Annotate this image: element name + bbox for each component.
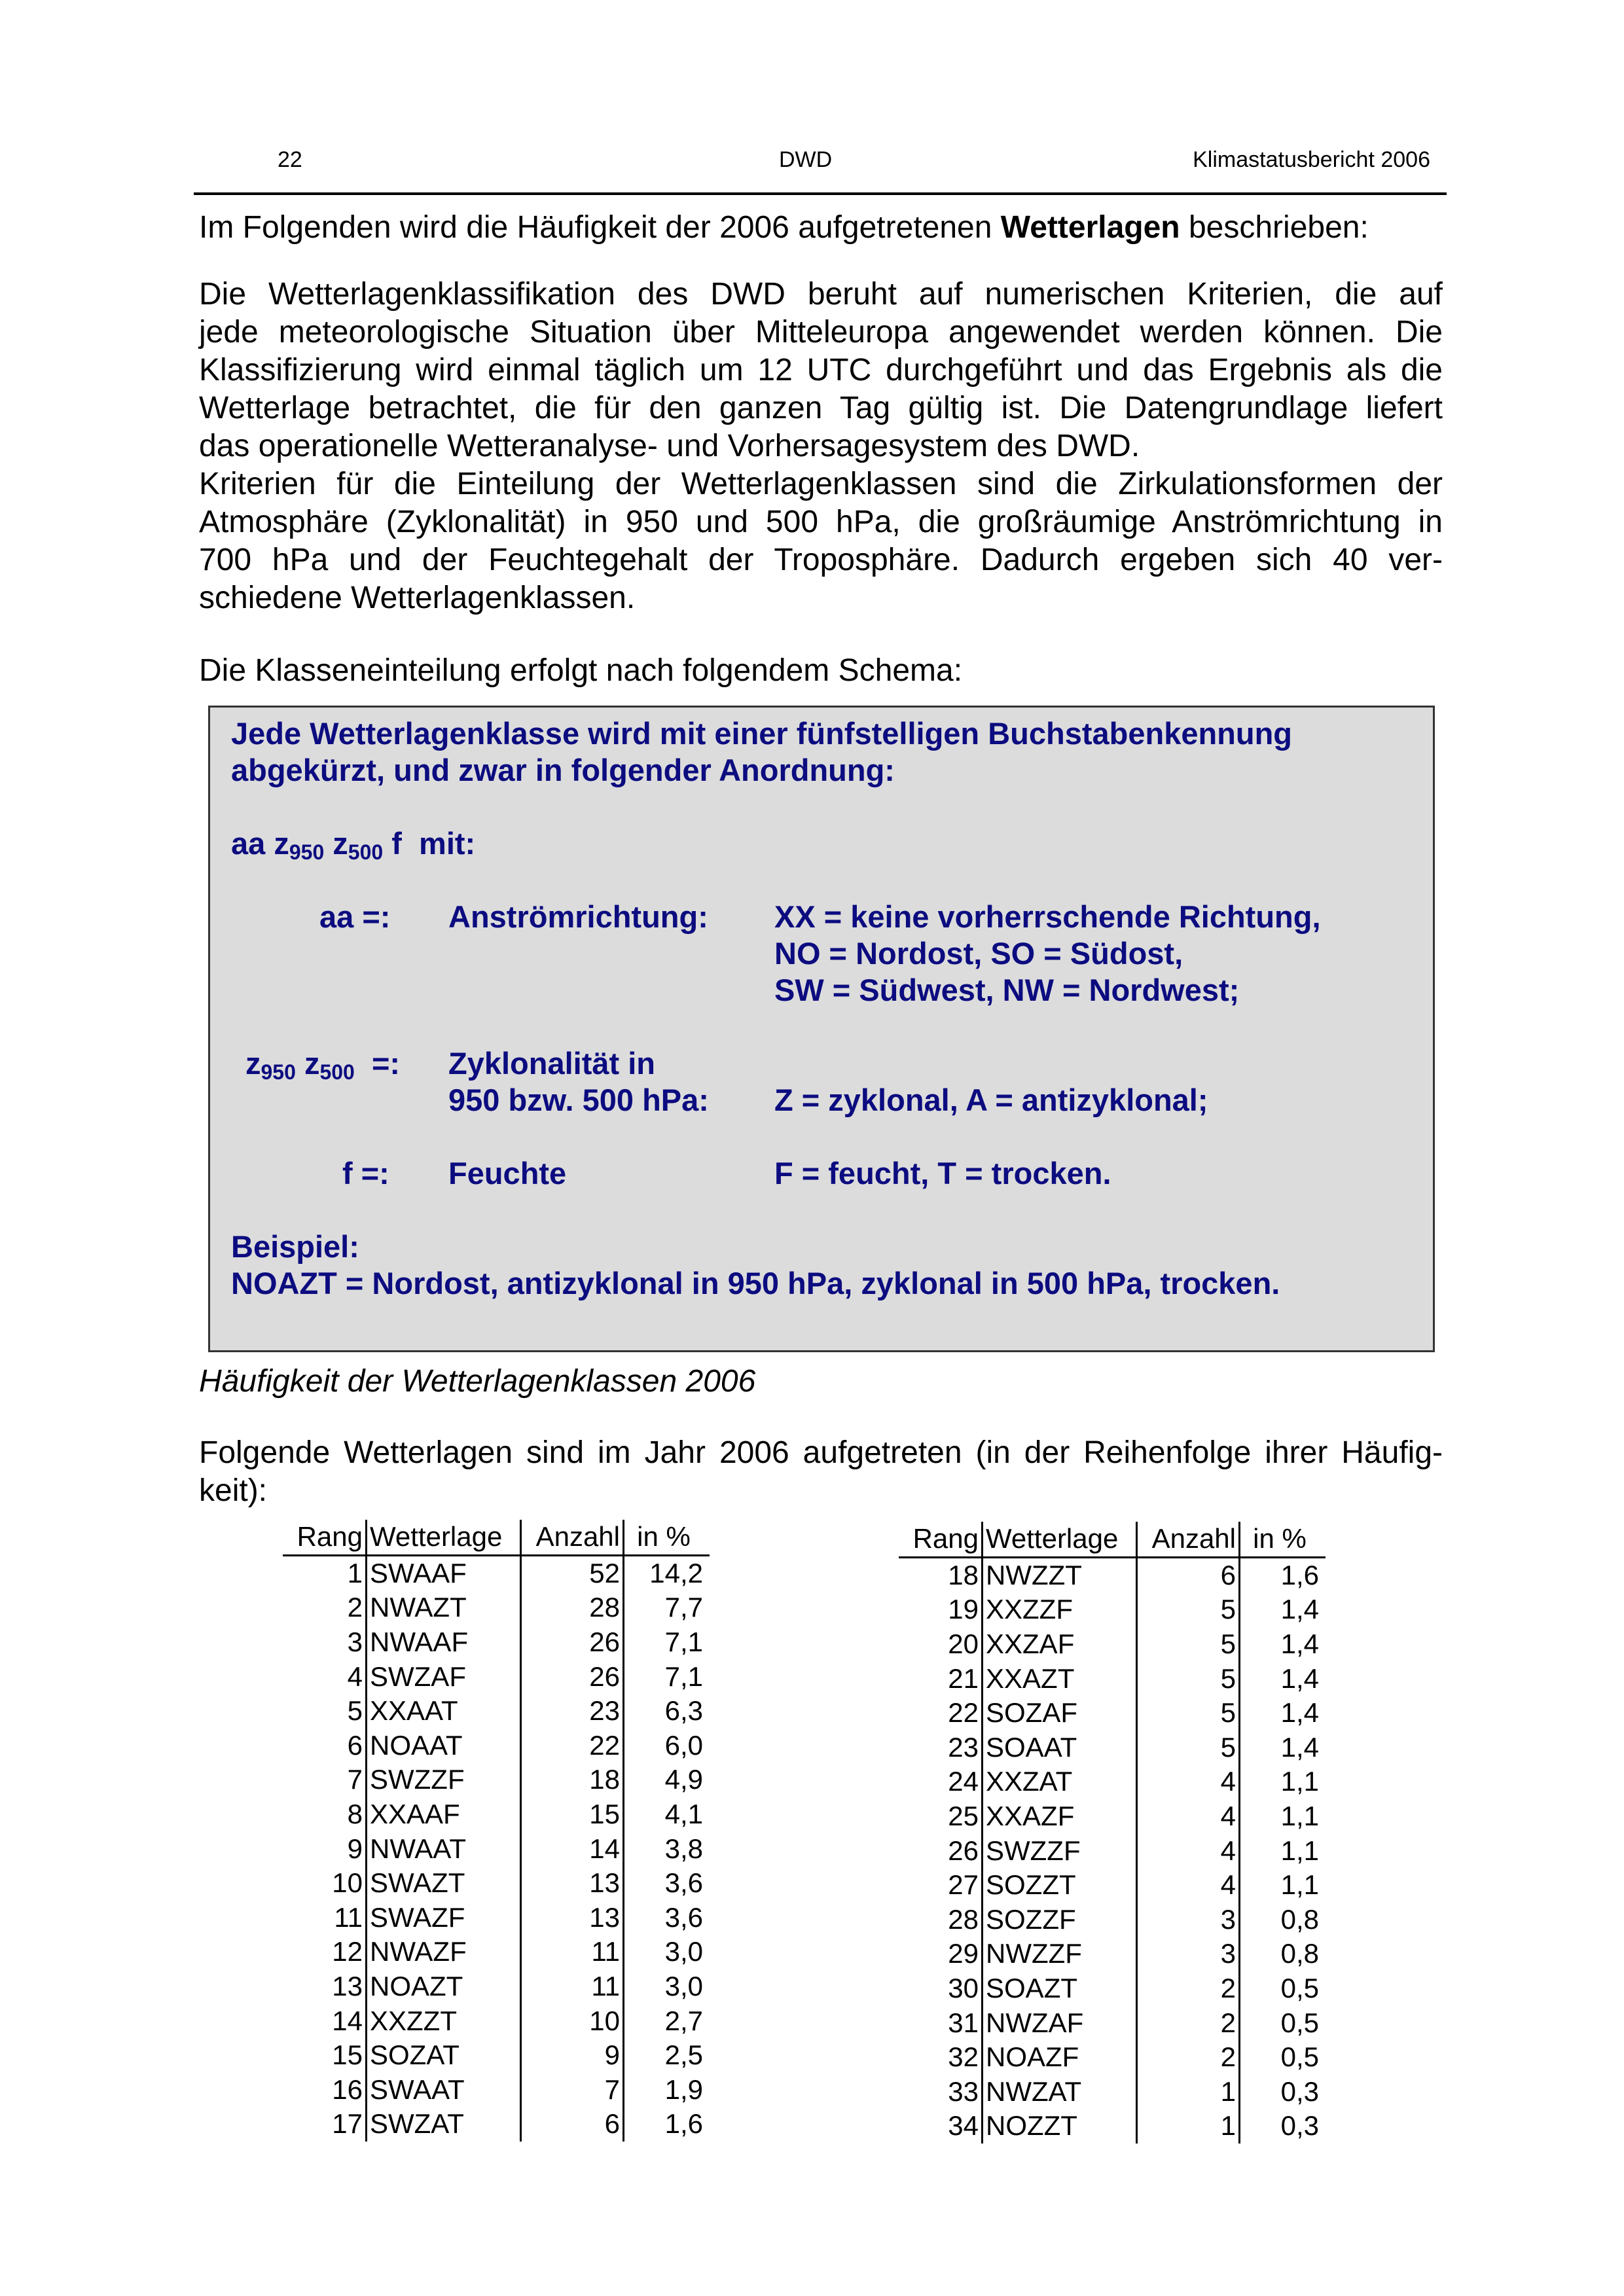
- cell-percent: 0,8: [1280, 1938, 1319, 1969]
- cell-anzahl: 10: [521, 2003, 624, 2038]
- cell-anzahl: 1: [1137, 2109, 1240, 2144]
- cell-percent: 0,3: [1280, 2075, 1319, 2107]
- table-row: [283, 1969, 710, 2004]
- table-row: [899, 2109, 1326, 2144]
- schema-aa-value: NO = Nordost, SO = Südost,: [774, 936, 1183, 971]
- cell-wetterlage: SOAAT: [983, 1731, 1137, 1765]
- cell-percent: 3,8: [664, 1833, 703, 1864]
- schema-example-text: NOAZT = Nordost, antizyklonal in 950 hPa, zyklonal in 500 hPa, trocken.: [231, 1266, 1280, 1300]
- cell-percent: 6,0: [664, 1729, 703, 1761]
- cell-wetterlage: NWZAT: [983, 2075, 1137, 2109]
- cell-percent: 1,4: [1280, 1594, 1319, 1625]
- table-row: [899, 1627, 1326, 1662]
- cell-anzahl: 18: [521, 1763, 624, 1797]
- cell-rang: 24: [899, 1765, 983, 1799]
- schema-formula: aa $z_{950}$ $z_{500}$ f mit:: [231, 826, 476, 864]
- cell-wetterlage: NWAZT: [367, 1590, 521, 1625]
- cell-wetterlage: SWAZF: [367, 1901, 521, 1935]
- cell-wetterlage: XXZZF: [983, 1592, 1137, 1627]
- cell-wetterlage: NOAZF: [983, 2040, 1137, 2075]
- cell-wetterlage: XXAZT: [983, 1661, 1137, 1696]
- cell-anzahl: 11: [521, 1969, 624, 2004]
- cell-wetterlage: NWZAF: [983, 2005, 1137, 2040]
- table-row: [899, 1765, 1326, 1799]
- cell-wetterlage: SWZAT: [367, 2107, 521, 2142]
- cell-anzahl: 5: [1137, 1661, 1240, 1696]
- cell-percent: 7,7: [664, 1592, 703, 1623]
- schema-z-value: Z = zyklonal, A = antizyklonal;: [774, 1083, 1208, 1117]
- cell-rang: 31: [899, 2005, 983, 2040]
- cell-wetterlage: XXAAT: [367, 1694, 521, 1729]
- cell-percent: 0,5: [1280, 1973, 1319, 2004]
- cell-anzahl: 15: [521, 1797, 624, 1832]
- cell-percent: 1,1: [1280, 1835, 1319, 1866]
- cell-anzahl: 5: [1137, 1592, 1240, 1627]
- schema-line-1: Jede Wetterlagenklasse wird mit einer fünfstelligen Buchstabenkennung: [231, 716, 1293, 751]
- cell-anzahl: 4: [1137, 1765, 1240, 1799]
- table-row: [283, 1659, 710, 1694]
- cell-wetterlage: NWAAF: [367, 1625, 521, 1660]
- table-row: [283, 1901, 710, 1935]
- cell-rang: 5: [283, 1694, 367, 1729]
- cell-wetterlage: SOAZT: [983, 1971, 1137, 2006]
- cell-wetterlage: SWAAT: [367, 2073, 521, 2108]
- cell-percent: 1,1: [1280, 1766, 1319, 1797]
- weather-types-table-right: [899, 1522, 1326, 2144]
- cell-percent: 1,6: [1280, 1559, 1319, 1590]
- cell-anzahl: 4: [1137, 1833, 1240, 1868]
- schema-z-label: Zyklonalität in: [448, 1046, 655, 1081]
- section-caption: Häufigkeit der Wetterlagenklassen 2006: [199, 1364, 756, 1399]
- cell-wetterlage: NOAAT: [367, 1729, 521, 1763]
- table-row: [283, 1797, 710, 1832]
- table-row: [283, 1590, 710, 1625]
- cell-rang: 17: [283, 2107, 367, 2142]
- table-row: [283, 1555, 710, 1590]
- cell-rang: 30: [899, 1971, 983, 2006]
- cell-percent: 0,5: [1280, 2007, 1319, 2038]
- schema-aa-label: Anströmrichtung:: [448, 899, 708, 934]
- cell-wetterlage: XXZAT: [983, 1765, 1137, 1799]
- cell-rang: 22: [899, 1696, 983, 1731]
- cell-rang: 32: [899, 2040, 983, 2075]
- cell-rang: 6: [283, 1729, 367, 1763]
- cell-rang: 9: [283, 1831, 367, 1866]
- cell-percent: 1,4: [1280, 1731, 1319, 1763]
- table-row: [899, 1903, 1326, 1937]
- cell-anzahl: 1: [1137, 2075, 1240, 2109]
- schema-example-title: Beispiel:: [231, 1229, 359, 1264]
- cell-rang: 15: [283, 2038, 367, 2073]
- cell-rang: 16: [283, 2073, 367, 2108]
- cell-percent: 2,7: [664, 2005, 703, 2036]
- paragraph-line: Folgende Wetterlagen sind im Jahr 2006 aufgetreten (in der Reihenfolge ihrer Häufig-: [199, 1435, 1443, 1470]
- cell-percent: 3,6: [664, 1867, 703, 1899]
- cell-percent: 4,9: [664, 1764, 703, 1795]
- table-row: [283, 2073, 710, 2108]
- cell-anzahl: 52: [521, 1555, 624, 1590]
- table-row: [283, 2107, 710, 2142]
- paragraph-line: Atmosphäre (Zyklonalität) in 950 und 500 hPa, die großräumige Anströmrichtung in: [199, 505, 1443, 539]
- table-row: [899, 1799, 1326, 1834]
- table-row: [283, 2038, 710, 2073]
- cell-rang: 12: [283, 1935, 367, 1969]
- table-row: [899, 1661, 1326, 1696]
- schema-f-key: f =:: [342, 1156, 389, 1191]
- table-row: [283, 1831, 710, 1866]
- schema-f-value: F = feucht, T = trocken.: [774, 1156, 1111, 1191]
- header-divider: [194, 192, 1447, 195]
- cell-wetterlage: SWZZF: [367, 1763, 521, 1797]
- cell-percent: 3,0: [664, 1971, 703, 2002]
- cell-rang: 28: [899, 1903, 983, 1937]
- cell-percent: 1,1: [1280, 1801, 1319, 1832]
- table-row: [899, 1937, 1326, 1971]
- table-row: [899, 2040, 1326, 2075]
- cell-rang: 13: [283, 1969, 367, 2004]
- cell-rang: 3: [283, 1625, 367, 1660]
- cell-rang: 11: [283, 1901, 367, 1935]
- cell-rang: 21: [899, 1661, 983, 1696]
- cell-wetterlage: NWAZF: [367, 1935, 521, 1969]
- paragraph-line: Die Wetterlagenklassifikation des DWD beruht auf numerischen Kriterien, die auf: [199, 277, 1443, 312]
- cell-anzahl: 26: [521, 1659, 624, 1694]
- paragraph-line: 700 hPa und der Feuchtegehalt der Troposphäre. Dadurch ergeben sich 40 ver-: [199, 543, 1443, 577]
- cell-wetterlage: SWZAF: [367, 1659, 521, 1694]
- table-row: [899, 1833, 1326, 1868]
- schema-aa-key: aa =:: [319, 899, 391, 934]
- table-row: [899, 1868, 1326, 1903]
- cell-anzahl: 2: [1137, 1971, 1240, 2006]
- table-row: [899, 2075, 1326, 2109]
- cell-percent: 3,0: [664, 1936, 703, 1967]
- cell-wetterlage: NOZZT: [983, 2109, 1137, 2144]
- cell-anzahl: 14: [521, 1831, 624, 1866]
- table-row: [283, 1729, 710, 1763]
- cell-percent: 1,4: [1280, 1662, 1319, 1694]
- cell-rang: 18: [899, 1557, 983, 1592]
- paragraph-line: Kriterien für die Einteilung der Wetterlagenklassen sind die Zirkulationsformen der: [199, 467, 1443, 501]
- cell-wetterlage: SOZZF: [983, 1903, 1137, 1937]
- column-header-anzahl: Anzahl: [521, 1520, 624, 1555]
- cell-wetterlage: SWAZT: [367, 1866, 521, 1901]
- cell-percent: 0,8: [1280, 1903, 1319, 1935]
- cell-rang: 14: [283, 2003, 367, 2038]
- cell-anzahl: 5: [1137, 1627, 1240, 1662]
- cell-percent: 1,6: [664, 2108, 703, 2140]
- schema-z-label: 950 bzw. 500 hPa:: [448, 1083, 709, 1117]
- cell-wetterlage: SOZAF: [983, 1696, 1137, 1731]
- table-header-row: [899, 1522, 1326, 1557]
- cell-anzahl: 5: [1137, 1731, 1240, 1765]
- cell-anzahl: 13: [521, 1866, 624, 1901]
- intro-sentence: Im Folgenden wird die Häufigkeit der 2006 aufgetretenen Wetterlagen beschrieben:: [199, 210, 1369, 245]
- header-publisher: DWD: [779, 147, 833, 172]
- cell-wetterlage: SOZZT: [983, 1868, 1137, 1903]
- column-header-percent: in %: [624, 1520, 710, 1555]
- cell-wetterlage: SOZAT: [367, 2038, 521, 2073]
- cell-anzahl: 13: [521, 1901, 624, 1935]
- table-intro: [199, 1434, 1443, 1510]
- weather-types-table-left: [283, 1520, 710, 2142]
- table-row: [899, 1592, 1326, 1627]
- cell-percent: 1,4: [1280, 1697, 1319, 1729]
- cell-percent: 1,9: [664, 2073, 703, 2105]
- cell-wetterlage: XXAAF: [367, 1797, 521, 1832]
- cell-percent: 6,3: [664, 1695, 703, 1727]
- paragraph-line: das operationelle Wetteranalyse- und Vorhersagesystem des DWD.: [199, 429, 1140, 463]
- cell-percent: 0,5: [1280, 2041, 1319, 2073]
- schema-intro: Die Klasseneinteilung erfolgt nach folgendem Schema:: [199, 653, 963, 688]
- table-row: [283, 1694, 710, 1729]
- column-header-wetterlage: Wetterlage: [983, 1522, 1137, 1557]
- cell-wetterlage: SWZZF: [983, 1833, 1137, 1868]
- paragraph-line: schiedene Wetterlagenklassen.: [199, 581, 636, 615]
- table-row: [899, 2005, 1326, 2040]
- cell-wetterlage: XXZZT: [367, 2003, 521, 2038]
- cell-anzahl: 3: [1137, 1937, 1240, 1971]
- cell-rang: 2: [283, 1590, 367, 1625]
- cell-anzahl: 28: [521, 1590, 624, 1625]
- cell-anzahl: 6: [521, 2107, 624, 2142]
- table-row: [283, 2003, 710, 2038]
- table-row: [283, 1625, 710, 1660]
- cell-anzahl: 9: [521, 2038, 624, 2073]
- table-row: [899, 1731, 1326, 1765]
- table-header-row: [283, 1520, 710, 1555]
- cell-rang: 29: [899, 1937, 983, 1971]
- column-header-wetterlage: Wetterlage: [367, 1520, 521, 1555]
- cell-anzahl: 4: [1137, 1799, 1240, 1834]
- schema-f-label: Feuchte: [448, 1156, 567, 1191]
- cell-anzahl: 2: [1137, 2040, 1240, 2075]
- paragraph-line: jede meteorologische Situation über Mitteleuropa angewendet werden können. Die: [199, 315, 1443, 350]
- cell-anzahl: 11: [521, 1935, 624, 1969]
- cell-rang: 23: [899, 1731, 983, 1765]
- cell-wetterlage: NOAZT: [367, 1969, 521, 2004]
- cell-rang: 10: [283, 1866, 367, 1901]
- cell-percent: 2,5: [664, 2039, 703, 2071]
- cell-percent: 3,6: [664, 1901, 703, 1933]
- table-row: [283, 1935, 710, 1969]
- cell-percent: 4,1: [664, 1799, 703, 1830]
- cell-rang: 25: [899, 1799, 983, 1834]
- paragraph-line: keit):: [199, 1473, 268, 1508]
- cell-anzahl: 2: [1137, 2005, 1240, 2040]
- column-header-percent: in %: [1240, 1522, 1326, 1557]
- column-header-anzahl: Anzahl: [1137, 1522, 1240, 1557]
- cell-rang: 34: [899, 2109, 983, 2144]
- cell-anzahl: 26: [521, 1625, 624, 1660]
- paragraph-line: Klassifizierung wird einmal täglich um 12 UTC durchgeführt und das Ergebnis als die: [199, 353, 1443, 387]
- cell-anzahl: 3: [1137, 1903, 1240, 1937]
- cell-rang: 20: [899, 1627, 983, 1662]
- table-row: [283, 1763, 710, 1797]
- cell-anzahl: 7: [521, 2073, 624, 2108]
- cell-percent: 14,2: [649, 1557, 703, 1588]
- cell-percent: 7,1: [664, 1660, 703, 1692]
- cell-rang: 8: [283, 1797, 367, 1832]
- table-row: [899, 1971, 1326, 2006]
- cell-percent: 0,3: [1280, 2110, 1319, 2142]
- cell-wetterlage: XXAZF: [983, 1799, 1137, 1834]
- column-header-rang: Rang: [899, 1522, 983, 1557]
- cell-rang: 27: [899, 1868, 983, 1903]
- paragraph-classification: [199, 276, 1443, 465]
- paragraph-criteria: [199, 465, 1443, 617]
- cell-wetterlage: NWAAT: [367, 1831, 521, 1866]
- cell-rang: 4: [283, 1659, 367, 1694]
- table-row: [283, 1866, 710, 1901]
- cell-rang: 1: [283, 1555, 367, 1590]
- cell-wetterlage: NWZZF: [983, 1937, 1137, 1971]
- cell-anzahl: 4: [1137, 1868, 1240, 1903]
- cell-anzahl: 22: [521, 1729, 624, 1763]
- page-number: 22: [278, 147, 302, 172]
- paragraph-line: Wetterlage betrachtet, die für den ganzen Tag gültig ist. Die Datengrundlage liefert: [199, 391, 1443, 425]
- schema-aa-value: XX = keine vorherrschende Richtung,: [774, 899, 1321, 934]
- cell-percent: 1,1: [1280, 1869, 1319, 1901]
- cell-wetterlage: XXZAF: [983, 1627, 1137, 1662]
- cell-wetterlage: NWZZT: [983, 1557, 1137, 1592]
- cell-rang: 7: [283, 1763, 367, 1797]
- cell-rang: 33: [899, 2075, 983, 2109]
- column-header-rang: Rang: [283, 1520, 367, 1555]
- table-row: [899, 1696, 1326, 1731]
- cell-anzahl: 6: [1137, 1557, 1240, 1592]
- schema-aa-value: SW = Südwest, NW = Nordwest;: [774, 973, 1240, 1007]
- schema-line-2: abgekürzt, und zwar in folgender Anordnung:: [231, 753, 895, 787]
- cell-anzahl: 5: [1137, 1696, 1240, 1731]
- cell-percent: 7,1: [664, 1626, 703, 1658]
- cell-rang: 26: [899, 1833, 983, 1868]
- classification-schema-box: [208, 706, 1435, 1352]
- cell-percent: 1,4: [1280, 1628, 1319, 1660]
- cell-rang: 19: [899, 1592, 983, 1627]
- cell-anzahl: 23: [521, 1694, 624, 1729]
- schema-z-key: $z_{950}$ $z_{500}$ =:: [245, 1046, 401, 1084]
- cell-wetterlage: SWAAF: [367, 1555, 521, 1590]
- header-report-title: Klimastatusbericht 2006: [1193, 147, 1430, 172]
- table-row: [899, 1557, 1326, 1592]
